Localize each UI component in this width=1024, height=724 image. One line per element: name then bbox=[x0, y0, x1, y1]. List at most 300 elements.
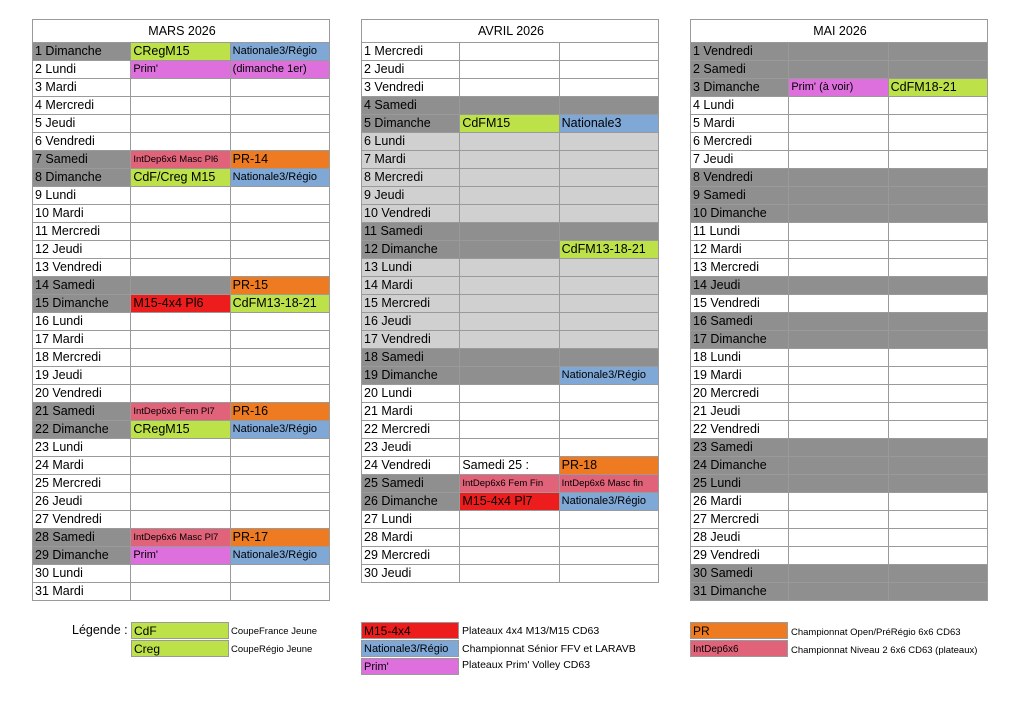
event-cell bbox=[460, 79, 559, 97]
day-row bbox=[362, 421, 659, 439]
day-row bbox=[691, 421, 988, 439]
event-cell bbox=[460, 61, 559, 79]
event-cell bbox=[559, 187, 658, 205]
event-cell bbox=[230, 115, 329, 133]
legend-pr-swatch: PR bbox=[690, 622, 788, 639]
event-cell bbox=[131, 331, 230, 349]
day-label: 21 Samedi bbox=[33, 403, 131, 421]
event-cell bbox=[230, 133, 329, 151]
event-cell bbox=[559, 205, 658, 223]
day-label: 22 Vendredi bbox=[691, 421, 789, 439]
event-cell bbox=[888, 403, 987, 421]
day-row bbox=[33, 583, 330, 601]
event-cell bbox=[131, 475, 230, 493]
event-cell bbox=[789, 205, 888, 223]
day-label: 15 Mercredi bbox=[362, 295, 460, 313]
day-label: 21 Mardi bbox=[362, 403, 460, 421]
day-row bbox=[362, 529, 659, 547]
day-label: 15 Dimanche bbox=[33, 295, 131, 313]
day-label: 29 Mercredi bbox=[362, 547, 460, 565]
event-cell bbox=[888, 583, 987, 601]
event-cell bbox=[460, 403, 559, 421]
day-row bbox=[691, 223, 988, 241]
event-cell bbox=[460, 565, 559, 583]
event-cell bbox=[559, 277, 658, 295]
day-label: 19 Mardi bbox=[691, 367, 789, 385]
day-label: 29 Dimanche bbox=[33, 547, 131, 565]
event-cell bbox=[559, 331, 658, 349]
day-label: 5 Mardi bbox=[691, 115, 789, 133]
event-cell: Nationale3/Régio bbox=[230, 169, 329, 187]
event-cell: CRegM15 bbox=[131, 43, 230, 61]
day-label: 12 Jeudi bbox=[33, 241, 131, 259]
event-cell bbox=[131, 79, 230, 97]
event-cell: IntDep6x6 Masc Pl7 bbox=[131, 529, 230, 547]
event-cell bbox=[131, 97, 230, 115]
event-cell: M15-4x4 Pl6 bbox=[131, 295, 230, 313]
day-label: 20 Lundi bbox=[362, 385, 460, 403]
event-cell bbox=[789, 151, 888, 169]
day-row bbox=[691, 313, 988, 331]
event-cell bbox=[789, 457, 888, 475]
event-cell bbox=[789, 313, 888, 331]
legend-m15-desc: Plateaux 4x4 M13/M15 CD63 bbox=[462, 625, 600, 637]
day-label: 26 Jeudi bbox=[33, 493, 131, 511]
day-row bbox=[362, 259, 659, 277]
event-cell: Prim' (à voir) bbox=[789, 79, 888, 97]
day-row bbox=[362, 151, 659, 169]
event-cell bbox=[789, 169, 888, 187]
day-row bbox=[362, 493, 659, 511]
event-cell bbox=[460, 169, 559, 187]
event-cell bbox=[230, 439, 329, 457]
day-row bbox=[33, 79, 330, 97]
day-row bbox=[362, 457, 659, 475]
event-cell: Nationale3/Régio bbox=[230, 547, 329, 565]
day-label: 20 Vendredi bbox=[33, 385, 131, 403]
event-cell bbox=[230, 565, 329, 583]
day-row bbox=[33, 205, 330, 223]
event-cell bbox=[460, 187, 559, 205]
day-row bbox=[33, 421, 330, 439]
event-cell bbox=[460, 241, 559, 259]
event-cell bbox=[230, 511, 329, 529]
legend-creg-desc: CoupeRégio Jeune bbox=[231, 644, 313, 655]
day-row bbox=[33, 511, 330, 529]
day-row bbox=[691, 295, 988, 313]
event-cell bbox=[789, 385, 888, 403]
event-cell bbox=[131, 565, 230, 583]
day-label: 19 Jeudi bbox=[33, 367, 131, 385]
event-cell bbox=[230, 349, 329, 367]
event-cell: Nationale3/Régio bbox=[559, 367, 658, 385]
day-row bbox=[691, 439, 988, 457]
month-title: MAI 2026 bbox=[691, 20, 988, 43]
day-label: 3 Mardi bbox=[33, 79, 131, 97]
day-label: 24 Dimanche bbox=[691, 457, 789, 475]
event-cell bbox=[559, 529, 658, 547]
event-cell bbox=[230, 241, 329, 259]
day-row bbox=[33, 43, 330, 61]
day-label: 23 Jeudi bbox=[362, 439, 460, 457]
event-cell bbox=[559, 349, 658, 367]
event-cell bbox=[460, 223, 559, 241]
day-label: 20 Mercredi bbox=[691, 385, 789, 403]
event-cell bbox=[230, 79, 329, 97]
event-cell bbox=[789, 511, 888, 529]
day-label: 25 Mercredi bbox=[33, 475, 131, 493]
day-label: 14 Mardi bbox=[362, 277, 460, 295]
day-row bbox=[362, 205, 659, 223]
day-row bbox=[362, 79, 659, 97]
day-label: 28 Samedi bbox=[33, 529, 131, 547]
day-label: 14 Samedi bbox=[33, 277, 131, 295]
event-cell bbox=[460, 367, 559, 385]
day-row bbox=[362, 241, 659, 259]
day-label: 29 Vendredi bbox=[691, 547, 789, 565]
day-label: 13 Vendredi bbox=[33, 259, 131, 277]
event-cell bbox=[131, 277, 230, 295]
month-title: MARS 2026 bbox=[33, 20, 330, 43]
day-label: 22 Mercredi bbox=[362, 421, 460, 439]
event-cell bbox=[888, 277, 987, 295]
event-cell bbox=[888, 313, 987, 331]
event-cell bbox=[131, 385, 230, 403]
event-cell bbox=[789, 403, 888, 421]
event-cell bbox=[131, 115, 230, 133]
day-row bbox=[362, 43, 659, 61]
day-row bbox=[33, 475, 330, 493]
event-cell bbox=[888, 529, 987, 547]
day-row bbox=[691, 565, 988, 583]
event-cell: PR-14 bbox=[230, 151, 329, 169]
day-label: 11 Samedi bbox=[362, 223, 460, 241]
day-label: 23 Samedi bbox=[691, 439, 789, 457]
day-row bbox=[691, 511, 988, 529]
event-cell bbox=[789, 43, 888, 61]
day-row bbox=[33, 565, 330, 583]
event-cell bbox=[888, 457, 987, 475]
calendar-mai bbox=[690, 19, 988, 601]
day-label: 2 Jeudi bbox=[362, 61, 460, 79]
event-cell bbox=[460, 151, 559, 169]
day-row bbox=[33, 529, 330, 547]
day-row bbox=[691, 385, 988, 403]
event-cell bbox=[559, 133, 658, 151]
event-cell bbox=[559, 313, 658, 331]
day-row bbox=[33, 331, 330, 349]
day-label: 30 Lundi bbox=[33, 565, 131, 583]
day-label: 27 Lundi bbox=[362, 511, 460, 529]
day-row bbox=[362, 169, 659, 187]
day-row bbox=[362, 61, 659, 79]
event-cell: CdFM13-18-21 bbox=[559, 241, 658, 259]
event-cell bbox=[888, 295, 987, 313]
legend-intdep-swatch: IntDep6x6 bbox=[690, 640, 788, 657]
day-row bbox=[33, 295, 330, 313]
event-cell bbox=[460, 439, 559, 457]
day-label: 17 Mardi bbox=[33, 331, 131, 349]
day-row bbox=[362, 385, 659, 403]
day-label: 6 Vendredi bbox=[33, 133, 131, 151]
event-cell bbox=[789, 421, 888, 439]
day-label: 17 Vendredi bbox=[362, 331, 460, 349]
event-cell: Nationale3/Régio bbox=[230, 421, 329, 439]
day-label: 8 Vendredi bbox=[691, 169, 789, 187]
day-row bbox=[362, 187, 659, 205]
event-cell bbox=[888, 385, 987, 403]
day-label: 12 Dimanche bbox=[362, 241, 460, 259]
day-row bbox=[691, 457, 988, 475]
day-label: 13 Mercredi bbox=[691, 259, 789, 277]
event-cell bbox=[888, 331, 987, 349]
event-cell bbox=[460, 133, 559, 151]
legend-intdep-desc: Championnat Niveau 2 6x6 CD63 (plateaux) bbox=[791, 645, 978, 656]
legend-cdf-swatch: CdF bbox=[131, 622, 229, 639]
legend-cdf-desc: CoupeFrance Jeune bbox=[231, 626, 318, 637]
day-row bbox=[691, 115, 988, 133]
event-cell bbox=[888, 97, 987, 115]
event-cell bbox=[131, 133, 230, 151]
day-row bbox=[33, 151, 330, 169]
legend-pr-desc: Championnat Open/PréRégio 6x6 CD63 bbox=[791, 627, 961, 638]
event-cell: Nationale3/Régio bbox=[559, 493, 658, 511]
event-cell bbox=[789, 493, 888, 511]
day-row bbox=[33, 223, 330, 241]
event-cell bbox=[888, 43, 987, 61]
event-cell bbox=[888, 205, 987, 223]
event-cell bbox=[559, 511, 658, 529]
event-cell: IntDep6x6 Masc fin bbox=[559, 475, 658, 493]
day-row bbox=[691, 529, 988, 547]
day-row bbox=[691, 259, 988, 277]
day-label: 28 Mardi bbox=[362, 529, 460, 547]
event-cell bbox=[789, 133, 888, 151]
event-cell bbox=[559, 385, 658, 403]
day-row bbox=[362, 511, 659, 529]
month-title: AVRIL 2026 bbox=[362, 20, 659, 43]
day-row bbox=[33, 313, 330, 331]
event-cell: Nationale3 bbox=[559, 115, 658, 133]
event-cell bbox=[888, 475, 987, 493]
day-row bbox=[362, 403, 659, 421]
day-row bbox=[33, 277, 330, 295]
day-row bbox=[362, 547, 659, 565]
day-row bbox=[362, 475, 659, 493]
day-label: 27 Mercredi bbox=[691, 511, 789, 529]
day-label: 11 Mercredi bbox=[33, 223, 131, 241]
event-cell bbox=[230, 313, 329, 331]
event-cell bbox=[888, 511, 987, 529]
day-row bbox=[691, 151, 988, 169]
day-label: 13 Lundi bbox=[362, 259, 460, 277]
day-label: 31 Mardi bbox=[33, 583, 131, 601]
day-label: 8 Mercredi bbox=[362, 169, 460, 187]
event-cell: CdF/Creg M15 bbox=[131, 169, 230, 187]
event-cell bbox=[131, 493, 230, 511]
event-cell: CdFM15 bbox=[460, 115, 559, 133]
event-cell: PR-16 bbox=[230, 403, 329, 421]
day-label: 9 Lundi bbox=[33, 187, 131, 205]
event-cell bbox=[789, 529, 888, 547]
event-cell bbox=[131, 367, 230, 385]
day-row bbox=[691, 169, 988, 187]
event-cell bbox=[888, 187, 987, 205]
day-row bbox=[33, 169, 330, 187]
day-label: 24 Mardi bbox=[33, 457, 131, 475]
day-label: 23 Lundi bbox=[33, 439, 131, 457]
event-cell bbox=[559, 223, 658, 241]
event-cell bbox=[131, 187, 230, 205]
event-cell bbox=[888, 169, 987, 187]
event-cell: PR-17 bbox=[230, 529, 329, 547]
event-cell bbox=[460, 43, 559, 61]
day-label: 17 Dimanche bbox=[691, 331, 789, 349]
event-cell bbox=[789, 295, 888, 313]
day-label: 4 Lundi bbox=[691, 97, 789, 115]
event-cell bbox=[131, 313, 230, 331]
event-cell bbox=[888, 133, 987, 151]
day-label: 7 Mardi bbox=[362, 151, 460, 169]
event-cell bbox=[460, 205, 559, 223]
event-cell bbox=[131, 583, 230, 601]
event-cell bbox=[888, 61, 987, 79]
day-row bbox=[691, 241, 988, 259]
event-cell bbox=[460, 277, 559, 295]
event-cell bbox=[789, 277, 888, 295]
day-label: 1 Vendredi bbox=[691, 43, 789, 61]
legend-label: Légende : bbox=[72, 623, 128, 637]
day-label: 15 Vendredi bbox=[691, 295, 789, 313]
event-cell bbox=[460, 259, 559, 277]
day-label: 12 Mardi bbox=[691, 241, 789, 259]
event-cell: CdFM13-18-21 bbox=[230, 295, 329, 313]
day-label: 26 Dimanche bbox=[362, 493, 460, 511]
event-cell bbox=[789, 187, 888, 205]
day-label: 9 Jeudi bbox=[362, 187, 460, 205]
day-label: 7 Jeudi bbox=[691, 151, 789, 169]
event-cell bbox=[888, 565, 987, 583]
day-label: 7 Samedi bbox=[33, 151, 131, 169]
event-cell bbox=[888, 367, 987, 385]
day-label: 18 Mercredi bbox=[33, 349, 131, 367]
event-cell bbox=[559, 43, 658, 61]
event-cell bbox=[230, 493, 329, 511]
day-row bbox=[33, 457, 330, 475]
day-label: 4 Mercredi bbox=[33, 97, 131, 115]
day-row bbox=[691, 187, 988, 205]
event-cell bbox=[789, 547, 888, 565]
event-cell bbox=[559, 97, 658, 115]
event-cell bbox=[230, 331, 329, 349]
day-row bbox=[362, 367, 659, 385]
event-cell bbox=[460, 385, 559, 403]
day-row bbox=[362, 277, 659, 295]
event-cell bbox=[230, 367, 329, 385]
event-cell: CRegM15 bbox=[131, 421, 230, 439]
day-label: 9 Samedi bbox=[691, 187, 789, 205]
day-label: 10 Mardi bbox=[33, 205, 131, 223]
event-cell bbox=[131, 439, 230, 457]
day-label: 25 Lundi bbox=[691, 475, 789, 493]
day-row bbox=[691, 97, 988, 115]
event-cell bbox=[789, 241, 888, 259]
day-row bbox=[33, 403, 330, 421]
day-label: 16 Lundi bbox=[33, 313, 131, 331]
event-cell bbox=[460, 547, 559, 565]
day-row bbox=[33, 367, 330, 385]
day-row bbox=[691, 547, 988, 565]
event-cell bbox=[230, 205, 329, 223]
event-cell bbox=[559, 421, 658, 439]
legend-prim-swatch: Prim' bbox=[361, 658, 459, 675]
event-cell bbox=[888, 115, 987, 133]
event-cell bbox=[789, 367, 888, 385]
day-label: 6 Lundi bbox=[362, 133, 460, 151]
event-cell bbox=[559, 169, 658, 187]
day-label: 30 Jeudi bbox=[362, 565, 460, 583]
day-label: 26 Mardi bbox=[691, 493, 789, 511]
day-label: 2 Lundi bbox=[33, 61, 131, 79]
day-row bbox=[691, 133, 988, 151]
day-row bbox=[33, 187, 330, 205]
day-label: 8 Dimanche bbox=[33, 169, 131, 187]
day-row bbox=[691, 331, 988, 349]
event-cell bbox=[888, 349, 987, 367]
event-cell: PR-15 bbox=[230, 277, 329, 295]
day-label: 5 Jeudi bbox=[33, 115, 131, 133]
day-label: 30 Samedi bbox=[691, 565, 789, 583]
event-cell bbox=[789, 439, 888, 457]
day-label: 2 Samedi bbox=[691, 61, 789, 79]
event-cell bbox=[559, 61, 658, 79]
event-cell bbox=[131, 259, 230, 277]
event-cell bbox=[789, 97, 888, 115]
event-cell bbox=[230, 223, 329, 241]
event-cell bbox=[460, 349, 559, 367]
event-cell bbox=[888, 439, 987, 457]
event-cell bbox=[888, 493, 987, 511]
day-label: 16 Samedi bbox=[691, 313, 789, 331]
day-row bbox=[33, 349, 330, 367]
event-cell bbox=[789, 331, 888, 349]
legend-nat-swatch: Nationale3/Régio bbox=[361, 640, 459, 657]
event-cell bbox=[789, 115, 888, 133]
event-cell bbox=[789, 349, 888, 367]
event-cell bbox=[230, 97, 329, 115]
day-row bbox=[691, 403, 988, 421]
day-label: 24 Vendredi bbox=[362, 457, 460, 475]
event-cell bbox=[230, 259, 329, 277]
day-label: 18 Samedi bbox=[362, 349, 460, 367]
event-cell: Prim' bbox=[131, 547, 230, 565]
event-cell bbox=[789, 61, 888, 79]
event-cell bbox=[789, 475, 888, 493]
day-label: 1 Dimanche bbox=[33, 43, 131, 61]
day-label: 3 Dimanche bbox=[691, 79, 789, 97]
day-row bbox=[362, 295, 659, 313]
event-cell bbox=[789, 565, 888, 583]
event-cell: Nationale3/Régio bbox=[230, 43, 329, 61]
day-row bbox=[33, 61, 330, 79]
event-cell bbox=[559, 295, 658, 313]
day-row bbox=[691, 61, 988, 79]
event-cell bbox=[559, 565, 658, 583]
day-row bbox=[33, 385, 330, 403]
legend-prim-desc: Plateaux Prim' Volley CD63 bbox=[462, 659, 591, 671]
event-cell bbox=[460, 313, 559, 331]
event-cell bbox=[559, 79, 658, 97]
